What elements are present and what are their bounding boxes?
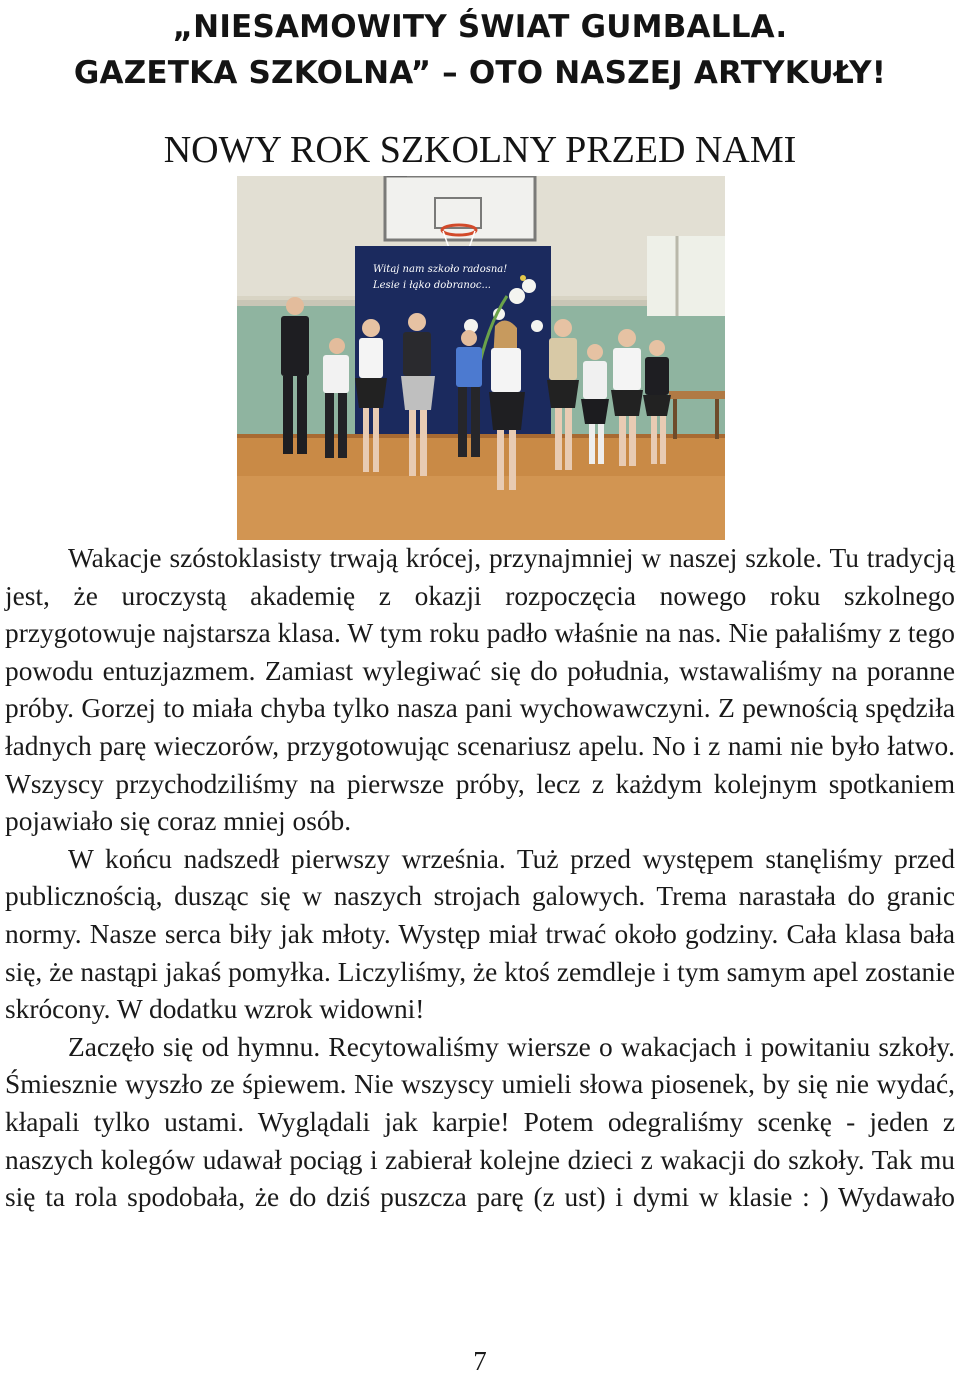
paragraph: Wakacje szóstoklasisty trwają krócej, przynajmniej w naszej szkole. Tu tradycją jest, że uroczystą akademię z okazji rozpoczęcia nowego roku szkolnego przygotowuje najstarsza klasa. W tym roku padło właśnie na nas. Nie pałaliśmy z tego powodu entuzjazmem. Zamiast wylegiwać się do południa, wstawaliśmy na poranne próby. Gorzej to miała chyba tylko nasza pani wychowawczyni. Z pewnością spędziła ładnych parę wieczorów, przygotowując scenariusz apelu. No i z nami nie było łatwo. Wszyscy przychodziliśmy na pierwsze próby, lecz z każdym kolejnym spotkaniem pojawiało się coraz mniej osób.: [5, 543, 955, 837]
masthead-line-2: GAZETKA SZKOLNA” – OTO NASZEJ ARTYKUŁY!: [73, 55, 887, 91]
banner-text-1: Witaj nam szkoło radosna!: [373, 264, 508, 275]
article-body: [5, 540, 955, 1217]
paragraph: W końcu nadszedł pierwszy września. Tuż przed występem stanęliśmy przed publicznością, dusząc się w naszych strojach galowych. Trema narastała do granic normy. Nasze serca biły jak młoty. Występ miał trwać około godziny. Cała klasa bała się, że nastąpi jakaś pomyłka. Liczyliśmy, że ktoś zemdleje i tym samym apel zostanie skrócony. W dodatku wzrok widowni!: [5, 843, 955, 1025]
paragraph: Zaczęło się od hymnu. Recytowaliśmy wiersze o wakacjach i powitaniu szkoły. Śmiesznie wyszło ze śpiewem. Nie wszyscy umieli słowa piosenek, by się nie wydać, kłapali tylko ustami. Wyglądali jak karpie! Potem odegraliśmy scenkę - jeden z naszych kolegów udawał pociąg i zabierał kolejne dzieci z wakacji do szkoły. Tak mu się ta rola spodobała, że do dziś puszcza parę (z ust) i dymi w klasie : ) Wydawało: [5, 1031, 955, 1213]
masthead-line-1: „NIESAMOWITY ŚWIAT GUMBALLA.: [172, 9, 788, 45]
page-number: 7: [473, 1346, 487, 1376]
article-title: NOWY ROK SZKOLNY PRZED NAMI: [163, 129, 797, 171]
article-photo: [237, 176, 725, 540]
newspaper-masthead: [0, 4, 960, 96]
school-assembly-photo: [237, 176, 725, 540]
banner-text-2: Lesie i łąko dobranoc...: [373, 280, 491, 291]
